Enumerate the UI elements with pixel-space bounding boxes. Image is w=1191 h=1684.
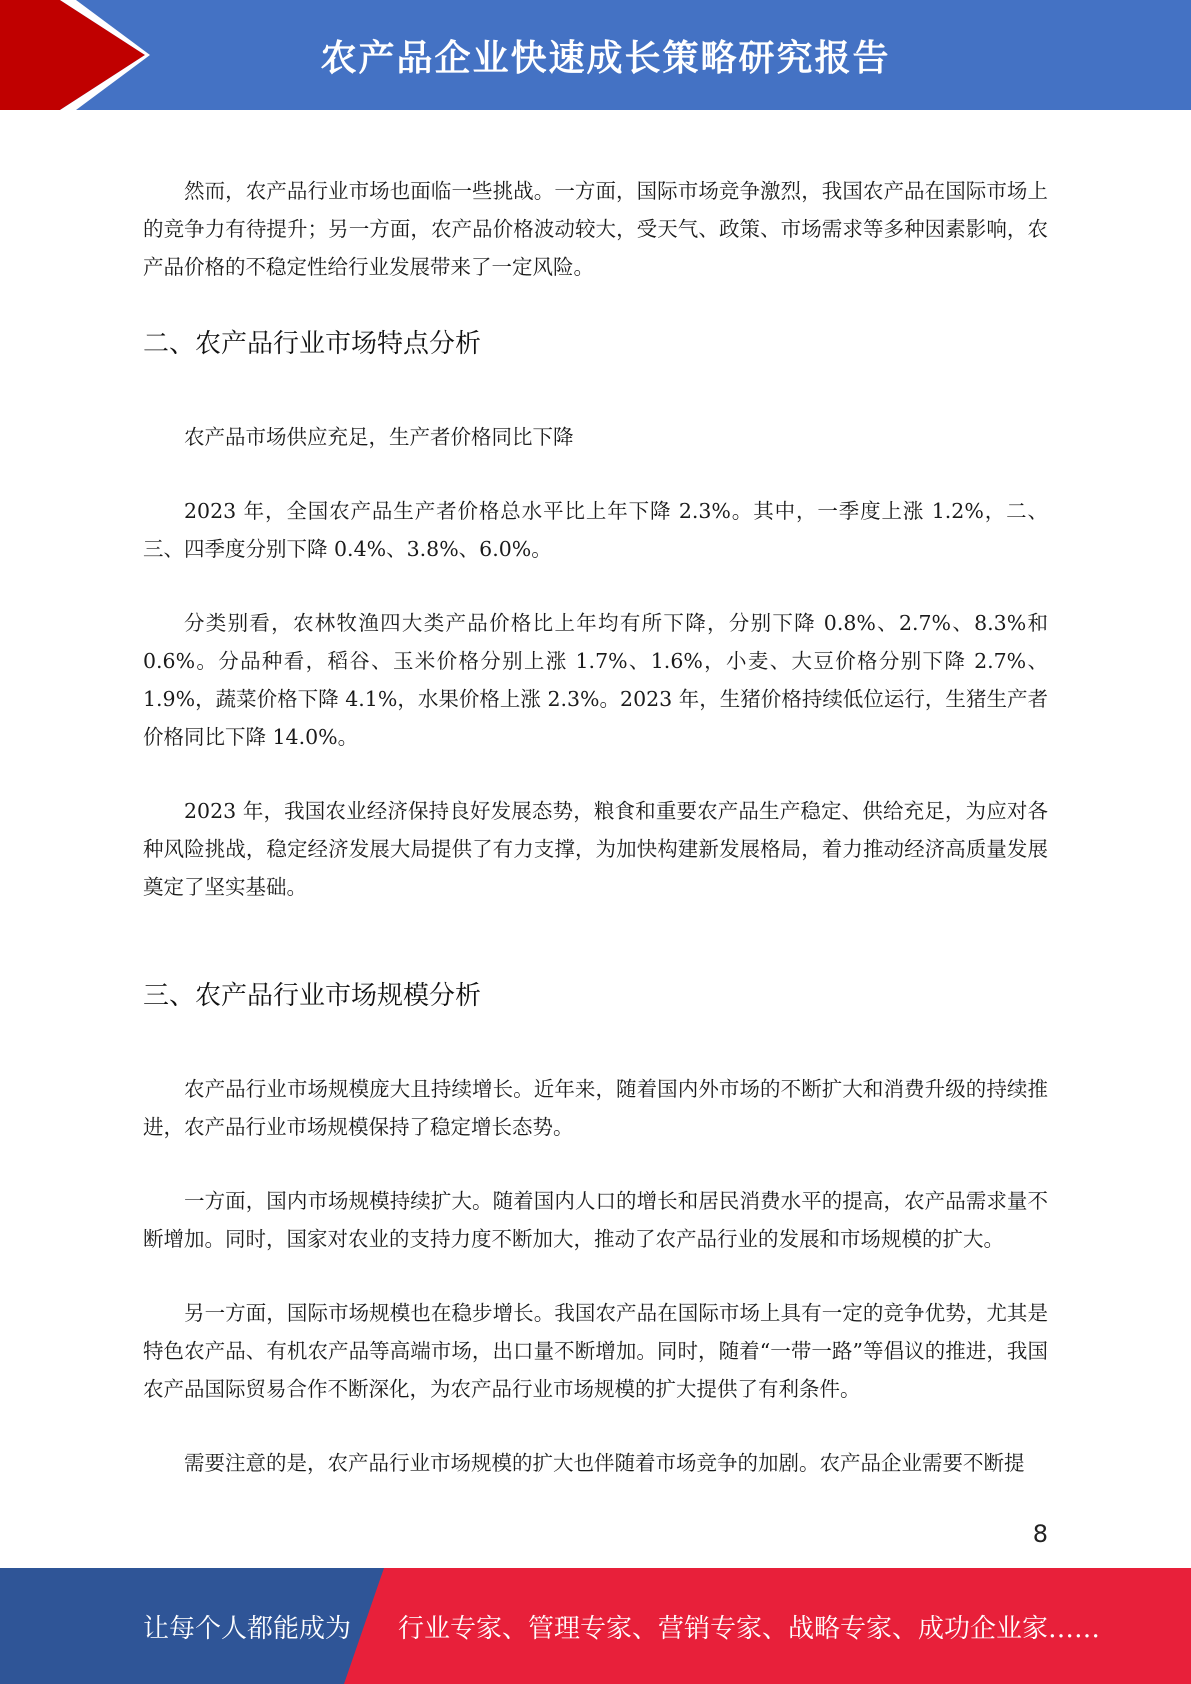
section-2-subheading: 农产品市场供应充足，生产者价格同比下降 [184, 425, 574, 449]
section-2-paragraph: 2023 年，全国农产品生产者价格总水平比上年下降 2.3%。其中，一季度上涨 1.2%，二、三、四季度分别下降 0.4%、3.8%、6.0%。 [143, 499, 1048, 561]
page-number: 8 [1032, 1520, 1048, 1548]
footer-slogan-left: 让每个人都能成为 [143, 1613, 352, 1644]
document-title: 农产品企业快速成长策略研究报告 [320, 37, 891, 79]
header-band [0, 0, 1191, 110]
section-2-paragraph: 分类别看，农林牧渔四大类产品价格比上年均有所下降，分别下降 0.8%、2.7%、8.3%和 0.6%。分品种看，稻谷、玉米价格分别上涨 1.7%、1.6%，小麦、大豆价格分别下降 2.7%、1.9%，蔬菜价格下降 4.1%，水果价格上涨 2.3%。2023 年，生猪价格持续低位运行，生猪生产者价格同比下降 14.0%。 [143, 611, 1048, 749]
section-3-heading: 三、农产品行业市场规模分析 [143, 981, 482, 1011]
section-3-paragraph: 需要注意的是，农产品行业市场规模的扩大也伴随着市场竞争的加剧。农产品企业需要不断提 [184, 1451, 1025, 1475]
section-3-paragraph: 农产品行业市场规模庞大且持续增长。近年来，随着国内外市场的不断扩大和消费升级的持续推进，农产品行业市场规模保持了稳定增长态势。 [143, 1077, 1048, 1139]
section-3-paragraph: 另一方面，国际市场规模也在稳步增长。我国农产品在国际市场上具有一定的竞争优势，尤其是特色农产品、有机农产品等高端市场，出口量不断增加。同时，随着“一带一路”等倡议的推进，我国农产品国际贸易合作不断深化，为农产品行业市场规模的扩大提供了有利条件。 [143, 1301, 1048, 1401]
section-2-heading: 二、农产品行业市场特点分析 [143, 329, 482, 359]
intro-paragraph: 然而，农产品行业市场也面临一些挑战。一方面，国际市场竞争激烈，我国农产品在国际市场上的竞争力有待提升；另一方面，农产品价格波动较大，受天气、政策、市场需求等多种因素影响，农产品价格的不稳定性给行业发展带来了一定风险。 [143, 179, 1048, 279]
page-content [143, 172, 1048, 1482]
section-2-paragraph: 2023 年，我国农业经济保持良好发展态势，粮食和重要农产品生产稳定、供给充足，为应对各种风险挑战，稳定经济发展大局提供了有力支撑，为加快构建新发展格局，着力推动经济高质量发展奠定了坚实基础。 [143, 799, 1048, 899]
footer-slogan-right: 行业专家、管理专家、营销专家、战略专家、成功企业家…… [398, 1613, 1101, 1644]
footer-band [0, 1568, 1191, 1684]
section-3-paragraph: 一方面，国内市场规模持续扩大。随着国内人口的增长和居民消费水平的提高，农产品需求量不断增加。同时，国家对农业的支持力度不断加大，推动了农产品行业的发展和市场规模的扩大。 [143, 1189, 1048, 1251]
